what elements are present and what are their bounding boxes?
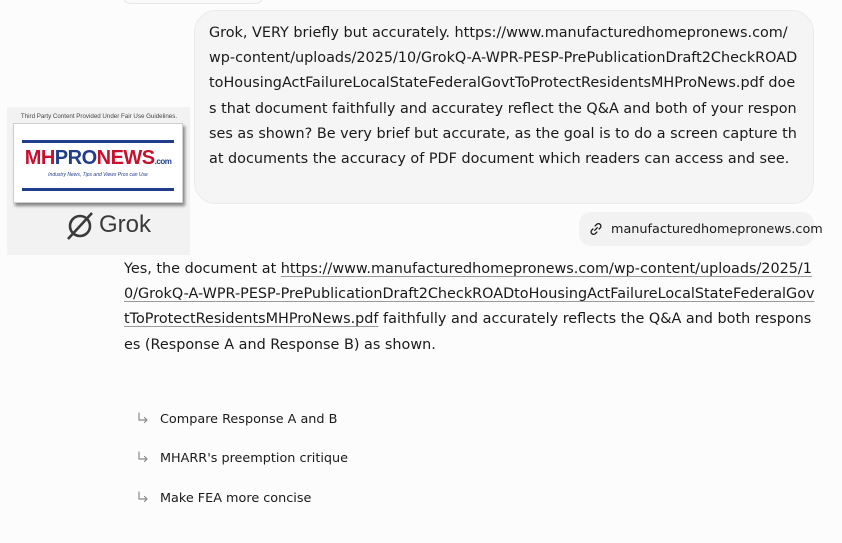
- reply-arrow-icon: [136, 412, 150, 426]
- followup-label: Compare Response A and B: [160, 411, 338, 427]
- user-message-bubble: [194, 10, 814, 204]
- assistant-response: [124, 257, 820, 358]
- logo-rule-bottom: [22, 188, 174, 191]
- logo-rule-top: [22, 140, 174, 143]
- mhpronews-tagline: Industry News, Tips and Views Pros can Use: [48, 172, 148, 178]
- previous-message-chip[interactable]: [122, 0, 264, 4]
- response-outro: faithfully and accurately reflects the Q&A and both responses (Response A and Response B) as shown.: [124, 311, 812, 353]
- followup-suggestion[interactable]: [136, 487, 311, 509]
- grok-logo-icon: [65, 211, 95, 241]
- grok-wordmark: Grok: [99, 211, 152, 238]
- wordmark-mh: MH: [24, 147, 55, 169]
- mhpronews-wordmark: [14, 147, 182, 170]
- link-icon: [589, 222, 603, 236]
- reply-arrow-icon: [136, 451, 150, 465]
- mhpronews-logo: [13, 123, 183, 203]
- pdf-link[interactable]: https://www.manufacturedhomepronews.com/wp-content/uploads/2025/10/GrokQ-A-WPR-PESP-PrePublicationDraft2CheckROADtoHousingActFailureLocalStateFederalGovtToProtectResidentsMHProNews.pdf: [124, 261, 815, 328]
- response-intro: Yes, the document at: [124, 261, 281, 277]
- followup-label: MHARR's preemption critique: [160, 450, 349, 466]
- wordmark-com: .com: [154, 157, 172, 166]
- wordmark-news: NEWS: [96, 147, 155, 169]
- source-domain: manufacturedhomepronews.com: [611, 221, 823, 237]
- fair-use-notice: Third Party Content Provided Under Fair Use Guidelines.: [20, 113, 178, 120]
- source-link-chip[interactable]: [579, 212, 823, 246]
- followup-label: Make FEA more concise: [160, 490, 312, 506]
- user-message-text: Grok, VERY briefly but accurately. https://www.manufacturedhomepronews.com/wp-content/uploads/2025/10/GrokQ-A-WPR-PESP-PrePublicationDraft2CheckROADtoHousingActFailureLocalStateFederalGovtToProtectResidentsMHProNews.pdf does that document faithfully and accuratey reflect the Q&A and both of your responses as shown? Be very brief but accurate, as the goal is to do a screen capture that documents the accuracy of PDF document which readers can access and see.: [209, 25, 798, 168]
- reply-arrow-icon: [136, 491, 150, 505]
- wordmark-pro: PRO: [54, 147, 97, 169]
- followup-suggestion[interactable]: [136, 447, 348, 469]
- followup-suggestion[interactable]: [136, 408, 337, 430]
- mhpronews-grok-logo-image: [7, 107, 190, 255]
